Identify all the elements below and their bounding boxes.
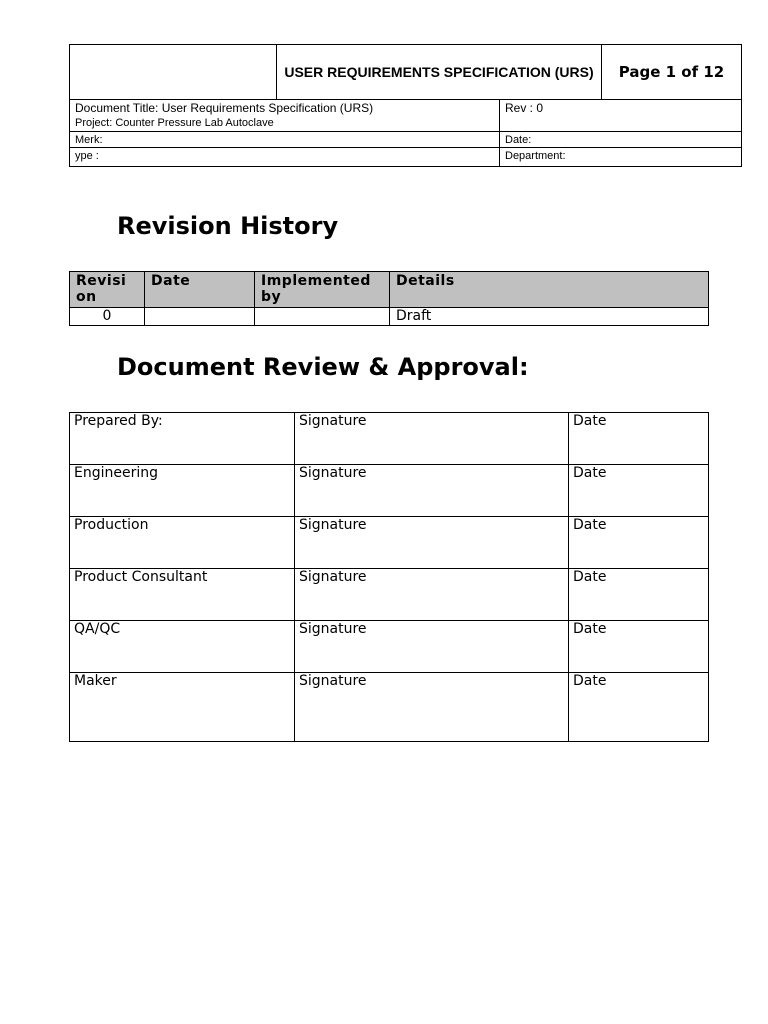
signature-label: Signature	[295, 621, 569, 673]
revision-number: 0	[70, 308, 145, 326]
page-number: Page 1 of 12	[602, 45, 742, 100]
signature-label: Signature	[295, 569, 569, 621]
role-label: Production	[70, 517, 295, 569]
table-row	[70, 465, 709, 517]
date-field: Date:	[500, 132, 742, 148]
logo-placeholder	[70, 45, 277, 100]
type-field: ype :	[70, 148, 500, 167]
date-label: Date	[569, 517, 709, 569]
column-header-details: Details	[390, 272, 709, 308]
document-title-cell	[70, 100, 500, 132]
signature-label: Signature	[295, 465, 569, 517]
column-header-date: Date	[145, 272, 255, 308]
revision-field: Rev : 0	[500, 100, 742, 132]
role-label: QA/QC	[70, 621, 295, 673]
role-label: Maker	[70, 673, 295, 742]
revision-history-heading: Revision History	[117, 212, 339, 240]
table-row	[70, 413, 709, 465]
table-row	[70, 621, 709, 673]
date-label: Date	[569, 569, 709, 621]
revision-date	[145, 308, 255, 326]
table-row	[70, 569, 709, 621]
table-row	[70, 308, 709, 326]
date-label: Date	[569, 413, 709, 465]
role-label: Engineering	[70, 465, 295, 517]
document-header	[69, 44, 742, 167]
table-row	[70, 673, 709, 742]
column-header-implemented-by: Implemented by	[255, 272, 390, 308]
date-label: Date	[569, 465, 709, 517]
department-field: Department:	[500, 148, 742, 167]
revision-details: Draft	[390, 308, 709, 326]
role-label: Product Consultant	[70, 569, 295, 621]
merk-field: Merk:	[70, 132, 500, 148]
role-label: Prepared By:	[70, 413, 295, 465]
review-approval-heading: Document Review & Approval:	[117, 353, 529, 381]
date-label: Date	[569, 621, 709, 673]
table-row	[70, 517, 709, 569]
signature-label: Signature	[295, 673, 569, 742]
table-header-row	[70, 272, 709, 308]
signature-label: Signature	[295, 413, 569, 465]
signature-label: Signature	[295, 517, 569, 569]
review-approval-table	[69, 412, 709, 742]
project-name: Project: Counter Pressure Lab Autoclave	[75, 117, 274, 129]
document-title: Document Title: User Requirements Specification (URS)	[75, 101, 374, 115]
revision-history-table	[69, 271, 709, 326]
date-label: Date	[569, 673, 709, 742]
column-header-revision: Revisi on	[70, 272, 145, 308]
revision-implemented-by	[255, 308, 390, 326]
document-type-title: USER REQUIREMENTS SPECIFICATION (URS)	[277, 45, 602, 100]
